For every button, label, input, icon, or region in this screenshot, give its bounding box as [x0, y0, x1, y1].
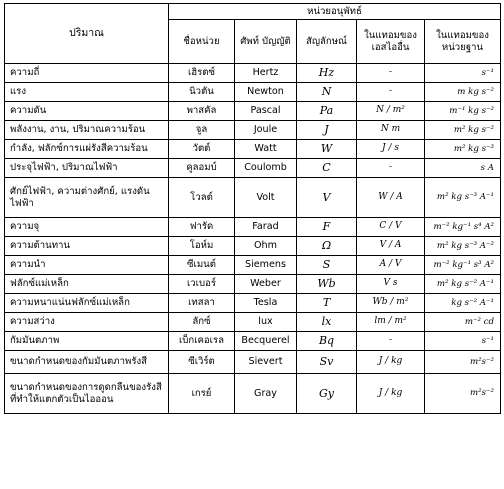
- unit-name-header: ชื่อหน่วย: [169, 20, 235, 64]
- table-row: [5, 178, 501, 218]
- quantity-header: ปริมาณ: [5, 4, 169, 64]
- symbol-cell: Hz: [297, 64, 357, 83]
- symbol-cell: W: [297, 140, 357, 159]
- table-body: [5, 64, 501, 414]
- english-term-cell: lux: [235, 313, 297, 332]
- quantity-cell: ความสว่าง: [5, 313, 169, 332]
- symbol-cell: V: [297, 178, 357, 218]
- table-row: [5, 159, 501, 178]
- english-term-cell: Siemens: [235, 256, 297, 275]
- english-term-cell: Tesla: [235, 294, 297, 313]
- quantity-cell: ความดัน: [5, 102, 169, 121]
- english-term-cell: Joule: [235, 121, 297, 140]
- quantity-cell: พลังงาน, งาน, ปริมาณความร้อน: [5, 121, 169, 140]
- symbol-cell: Wb: [297, 275, 357, 294]
- unit-name-cell: วัตต์: [169, 140, 235, 159]
- quantity-cell: กัมมันตภาพ: [5, 332, 169, 351]
- base-units-cell: m² kg s⁻²: [425, 121, 501, 140]
- unit-name-cell: พาสคัล: [169, 102, 235, 121]
- quantity-cell: กำลัง, ฟลักซ์การแผ่รังสีความร้อน: [5, 140, 169, 159]
- quantity-cell: แรง: [5, 83, 169, 102]
- si-derived-units-table: [4, 3, 501, 414]
- unit-name-cell: เวเบอร์: [169, 275, 235, 294]
- symbol-cell: Pa: [297, 102, 357, 121]
- other-si-cell: -: [357, 332, 425, 351]
- symbol-cell: J: [297, 121, 357, 140]
- english-term-cell: Weber: [235, 275, 297, 294]
- other-si-cell: N / m²: [357, 102, 425, 121]
- base-units-cell: m kg s⁻²: [425, 83, 501, 102]
- table-row: [5, 237, 501, 256]
- quantity-cell: ขนาดกำหนดของกัมมันตภาพรังสี: [5, 351, 169, 374]
- table-row: [5, 275, 501, 294]
- other-si-cell: W / A: [357, 178, 425, 218]
- other-si-cell: -: [357, 83, 425, 102]
- english-term-cell: Gray: [235, 374, 297, 414]
- symbol-cell: Sv: [297, 351, 357, 374]
- unit-name-cell: นิวตัน: [169, 83, 235, 102]
- table-row: [5, 351, 501, 374]
- base-units-cell: m⁻² kg⁻¹ s⁴ A²: [425, 218, 501, 237]
- other-si-cell: -: [357, 64, 425, 83]
- base-units-cell: kg s⁻² A⁻¹: [425, 294, 501, 313]
- english-term-cell: Coulomb: [235, 159, 297, 178]
- table-row: [5, 256, 501, 275]
- symbol-cell: S: [297, 256, 357, 275]
- symbol-cell: C: [297, 159, 357, 178]
- other-si-cell: lm / m²: [357, 313, 425, 332]
- symbol-cell: lx: [297, 313, 357, 332]
- unit-name-cell: เบ็กเคอเรล: [169, 332, 235, 351]
- base-units-cell: s A: [425, 159, 501, 178]
- table-row: [5, 218, 501, 237]
- other-si-header: ในแทอมของ เอสไออื่น: [357, 20, 425, 64]
- english-term-header: ศัพท์ บัญญัติ: [235, 20, 297, 64]
- quantity-cell: ความนำ: [5, 256, 169, 275]
- base-units-cell: m²s⁻²: [425, 351, 501, 374]
- quantity-cell: ฟลักซ์แม่เหล็ก: [5, 275, 169, 294]
- english-term-cell: Watt: [235, 140, 297, 159]
- symbol-cell: Ω: [297, 237, 357, 256]
- si-derived-units-document: [4, 3, 500, 414]
- base-units-cell: m⁻² cd: [425, 313, 501, 332]
- unit-name-cell: คูลอมบ์: [169, 159, 235, 178]
- base-units-cell: s⁻¹: [425, 332, 501, 351]
- quantity-cell: ขนาดกำหนดของการดูดกลืนของรังสีที่ทำให้แตกตัวเป็นไอออน: [5, 374, 169, 414]
- unit-name-cell: ซีเมนต์: [169, 256, 235, 275]
- quantity-cell: ประจุไฟฟ้า, ปริมาณไฟฟ้า: [5, 159, 169, 178]
- symbol-header: สัญลักษณ์: [297, 20, 357, 64]
- symbol-cell: Gy: [297, 374, 357, 414]
- unit-name-cell: โวลต์: [169, 178, 235, 218]
- other-si-cell: J / kg: [357, 374, 425, 414]
- table-row: [5, 294, 501, 313]
- unit-name-cell: ฟารัด: [169, 218, 235, 237]
- si-units-header: หน่วยอนุพัทธ์: [169, 4, 501, 20]
- unit-name-cell: ซีเวิร์ต: [169, 351, 235, 374]
- base-units-header: ในแทอมของ หน่วยฐาน: [425, 20, 501, 64]
- base-units-cell: s⁻¹: [425, 64, 501, 83]
- english-term-cell: Newton: [235, 83, 297, 102]
- base-units-cell: m²s⁻²: [425, 374, 501, 414]
- other-si-cell: C / V: [357, 218, 425, 237]
- other-si-cell: N m: [357, 121, 425, 140]
- other-si-cell: Wb / m²: [357, 294, 425, 313]
- unit-name-cell: ลักซ์: [169, 313, 235, 332]
- base-units-cell: m² kg s⁻² A⁻¹: [425, 275, 501, 294]
- symbol-cell: T: [297, 294, 357, 313]
- english-term-cell: Sievert: [235, 351, 297, 374]
- english-term-cell: Becquerel: [235, 332, 297, 351]
- symbol-cell: F: [297, 218, 357, 237]
- english-term-cell: Hertz: [235, 64, 297, 83]
- quantity-cell: ศักย์ไฟฟ้า, ความต่างศักย์, แรงดันไฟฟ้า: [5, 178, 169, 218]
- table-row: [5, 102, 501, 121]
- other-si-cell: -: [357, 159, 425, 178]
- table-row: [5, 83, 501, 102]
- english-term-cell: Ohm: [235, 237, 297, 256]
- table-row: [5, 374, 501, 414]
- other-si-cell: J / s: [357, 140, 425, 159]
- unit-name-cell: จูล: [169, 121, 235, 140]
- table-row: [5, 64, 501, 83]
- unit-name-cell: โอห์ม: [169, 237, 235, 256]
- table-row: [5, 332, 501, 351]
- base-units-cell: m² kg s⁻³: [425, 140, 501, 159]
- other-si-cell: V s: [357, 275, 425, 294]
- other-si-cell: J / kg: [357, 351, 425, 374]
- quantity-cell: ความหนาแน่นฟลักซ์แม่เหล็ก: [5, 294, 169, 313]
- other-si-cell: V / A: [357, 237, 425, 256]
- english-term-cell: Farad: [235, 218, 297, 237]
- table-header-row: [5, 4, 501, 20]
- table-row: [5, 121, 501, 140]
- base-units-cell: m⁻¹ kg s⁻²: [425, 102, 501, 121]
- unit-name-cell: เกรย์: [169, 374, 235, 414]
- table-row: [5, 140, 501, 159]
- table-row: [5, 313, 501, 332]
- quantity-cell: ความถี่: [5, 64, 169, 83]
- english-term-cell: Volt: [235, 178, 297, 218]
- base-units-cell: m² kg s⁻³ A⁻²: [425, 237, 501, 256]
- quantity-cell: ความต้านทาน: [5, 237, 169, 256]
- symbol-cell: Bq: [297, 332, 357, 351]
- unit-name-cell: เฮิรตซ์: [169, 64, 235, 83]
- base-units-cell: m⁻² kg⁻¹ s³ A²: [425, 256, 501, 275]
- symbol-cell: N: [297, 83, 357, 102]
- base-units-cell: m² kg s⁻³ A⁻¹: [425, 178, 501, 218]
- other-si-cell: A / V: [357, 256, 425, 275]
- unit-name-cell: เทสลา: [169, 294, 235, 313]
- quantity-cell: ความจุ: [5, 218, 169, 237]
- english-term-cell: Pascal: [235, 102, 297, 121]
